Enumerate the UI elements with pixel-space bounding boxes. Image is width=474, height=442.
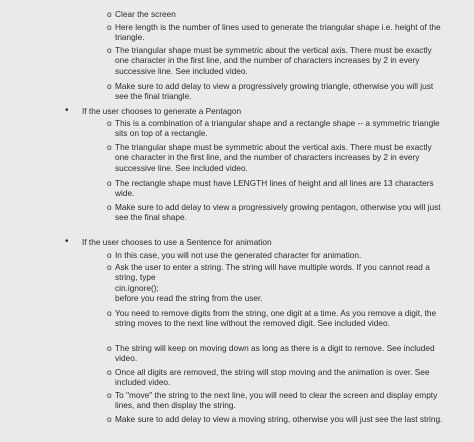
list-item bbox=[107, 202, 445, 223]
list-item-text: Once all digits are removed, the string will stop moving and the animation is over. See included video. bbox=[115, 367, 430, 388]
list-item-text: Make sure to add delay to view a moving string, otherwise you will just see the last string. bbox=[115, 414, 443, 424]
list-item bbox=[107, 308, 445, 329]
circle-bullet-icon: o bbox=[107, 202, 112, 212]
circle-bullet-icon: o bbox=[107, 414, 112, 424]
list-item-text: To "move" the string to the next line, you will need to clear the screen and display empty lines, and then display the string. bbox=[115, 390, 438, 411]
list-item bbox=[107, 343, 445, 364]
circle-bullet-icon: o bbox=[107, 178, 112, 188]
list-item bbox=[107, 9, 445, 19]
list-item-text: In this case, you will not use the generated character for animation. bbox=[115, 250, 362, 260]
circle-bullet-icon: o bbox=[107, 390, 112, 400]
list-item-text: The string will keep on moving down as long as there is a digit to remove. See included video. bbox=[115, 343, 435, 364]
list-item-text: The triangular shape must be symmetric about the vertical axis. There must be exactly one character in the first line, and the number of characters increases by 2 in every successive line. See included video. bbox=[115, 142, 432, 173]
list-item bbox=[107, 118, 445, 139]
circle-bullet-icon: o bbox=[107, 343, 112, 353]
list-item-text: Make sure to add delay to view a progressively growing pentagon, otherwise you will just see the final shape. bbox=[115, 202, 441, 223]
circle-bullet-icon: o bbox=[107, 45, 112, 55]
list-item bbox=[107, 250, 445, 260]
list-item-text: This is a combination of a triangular shape and a rectangle shape -- a symmetric triangle sits on top of a rectangle. bbox=[115, 118, 440, 139]
list-item-text: Clear the screen bbox=[115, 9, 176, 19]
list-item bbox=[107, 390, 445, 411]
circle-bullet-icon: o bbox=[107, 308, 112, 318]
list-item-text: You need to remove digits from the string, one digit at a time. As you remove a digit, the string moves to the next line without the removed digit. See included video. bbox=[115, 308, 437, 329]
bullet-icon: • bbox=[65, 105, 69, 116]
circle-bullet-icon: o bbox=[107, 81, 112, 91]
circle-bullet-icon: o bbox=[107, 250, 112, 260]
list-item-text: The triangular shape must be symmetric about the vertical axis. There must be exactly one character in the first line, and the number of characters increases by 2 in every successive line. See included video. bbox=[115, 45, 432, 76]
section-heading: • If the user chooses to generate a Pentagon bbox=[65, 105, 242, 116]
circle-bullet-icon: o bbox=[107, 142, 112, 152]
list-item bbox=[107, 178, 445, 199]
list-item bbox=[107, 142, 445, 173]
list-item-text: Here length is the number of lines used to generate the triangular shape i.e. height of the triangle. bbox=[115, 22, 441, 43]
circle-bullet-icon: o bbox=[107, 118, 112, 128]
list-item bbox=[107, 262, 445, 304]
list-item-text: Ask the user to enter a string. The string will have multiple words. If you cannot read a string, type cin.ignore(); before you read the string from the user. bbox=[115, 262, 430, 304]
list-item bbox=[107, 367, 445, 388]
list-item-text: Make sure to add delay to view a progressively growing triangle, otherwise you will just see the final triangle. bbox=[115, 81, 434, 102]
circle-bullet-icon: o bbox=[107, 9, 112, 19]
list-item bbox=[107, 414, 445, 424]
section-heading: • If the user chooses to use a Sentence for animation bbox=[65, 236, 272, 247]
circle-bullet-icon: o bbox=[107, 367, 112, 377]
list-item bbox=[107, 22, 445, 43]
bullet-icon: • bbox=[65, 236, 69, 247]
list-item-text: The rectangle shape must have LENGTH lines of height and all lines are 13 characters wide. bbox=[115, 178, 434, 199]
circle-bullet-icon: o bbox=[107, 262, 112, 272]
list-item bbox=[107, 45, 445, 76]
circle-bullet-icon: o bbox=[107, 22, 112, 32]
list-item bbox=[107, 81, 445, 102]
